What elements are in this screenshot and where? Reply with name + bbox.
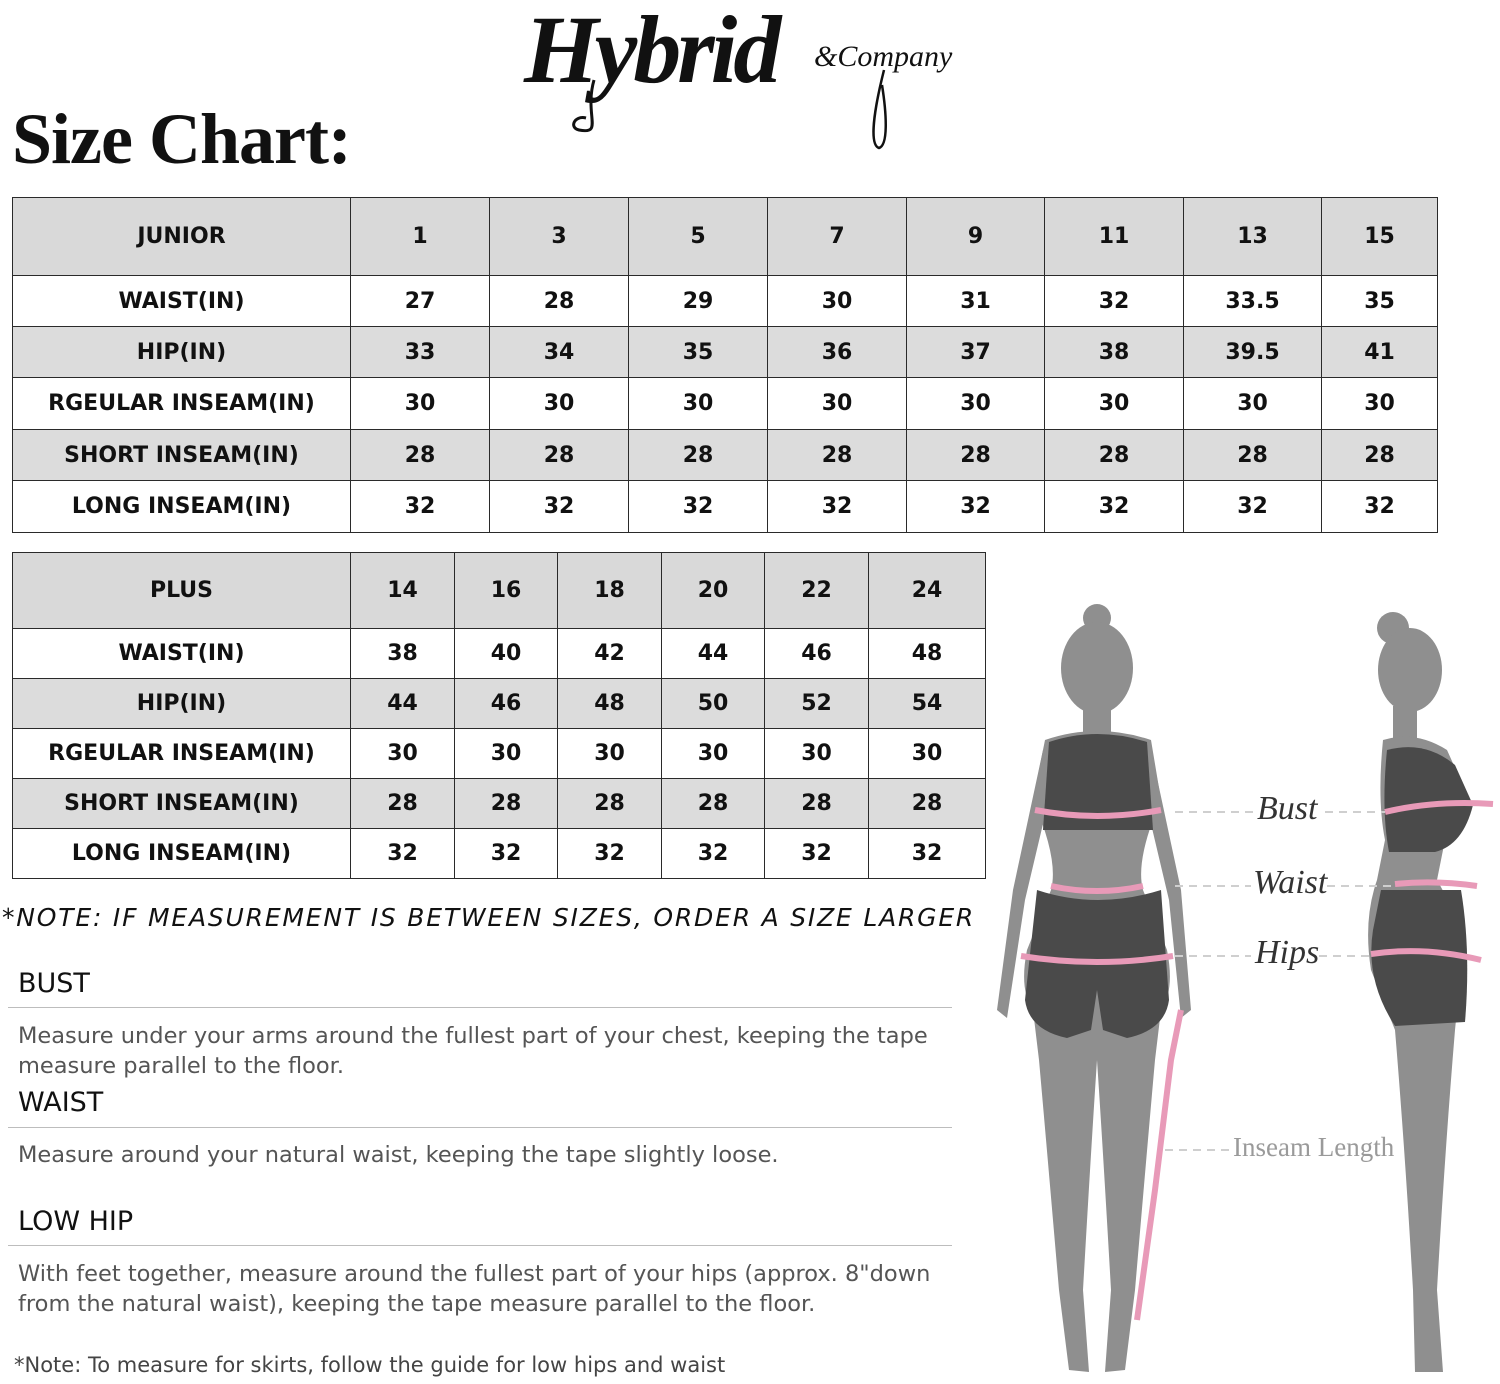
row-label: WAIST(IN) — [13, 276, 351, 327]
table-cell: 28 — [768, 430, 907, 481]
table-cell: 42 — [558, 629, 662, 679]
row-label: HIP(IN) — [13, 327, 351, 378]
divider — [8, 1127, 952, 1128]
label-waist: Waist — [1253, 864, 1328, 901]
table-row — [13, 327, 1438, 378]
table-cell: 35 — [1322, 276, 1438, 327]
table-cell: 37 — [907, 327, 1045, 378]
table-header-cell: 5 — [629, 198, 768, 276]
table-header-cell: 16 — [455, 553, 558, 629]
row-label: SHORT INSEAM(IN) — [13, 779, 351, 829]
table-cell: 30 — [490, 378, 629, 430]
table-cell: 30 — [455, 729, 558, 779]
table-cell: 38 — [351, 629, 455, 679]
table-cell: 32 — [490, 481, 629, 533]
table-cell: 30 — [1322, 378, 1438, 430]
row-label: SHORT INSEAM(IN) — [13, 430, 351, 481]
table-cell: 39.5 — [1184, 327, 1322, 378]
table-header-cell: 1 — [351, 198, 490, 276]
table-cell: 32 — [629, 481, 768, 533]
divider — [8, 1007, 952, 1008]
section-text-waist: Measure around your natural waist, keeping the tape slightly loose. — [18, 1142, 779, 1168]
table-row — [13, 276, 1438, 327]
table-cell: 30 — [558, 729, 662, 779]
section-heading-waist: WAIST — [18, 1087, 104, 1118]
table-cell: 41 — [1322, 327, 1438, 378]
table-header-cell: 18 — [558, 553, 662, 629]
table-row — [13, 829, 986, 879]
sizing-note: *NOTE: IF MEASUREMENT IS BETWEEN SIZES, ORDER A SIZE LARGER — [2, 903, 976, 932]
table-cell: 32 — [1184, 481, 1322, 533]
table-cell: 30 — [907, 378, 1045, 430]
row-label: LONG INSEAM(IN) — [13, 829, 351, 879]
guide-lines — [1165, 812, 1395, 1150]
table-cell: 32 — [662, 829, 765, 879]
brand-sub: &Company — [814, 40, 953, 73]
table-cell: 38 — [1045, 327, 1184, 378]
footnote: *Note: To measure for skirts, follow the guide for low hips and waist — [14, 1353, 726, 1377]
row-label: HIP(IN) — [13, 679, 351, 729]
table-header-cell: PLUS — [13, 553, 351, 629]
table-cell: 28 — [907, 430, 1045, 481]
table-cell: 30 — [351, 378, 490, 430]
table-cell: 30 — [768, 378, 907, 430]
table-cell: 34 — [490, 327, 629, 378]
table-row — [13, 729, 986, 779]
table-cell: 32 — [1045, 481, 1184, 533]
table-header-cell: 24 — [869, 553, 986, 629]
table-cell: 28 — [629, 430, 768, 481]
table-row — [13, 378, 1438, 430]
table-cell: 28 — [869, 779, 986, 829]
table-cell: 54 — [869, 679, 986, 729]
table-cell: 32 — [1045, 276, 1184, 327]
table-cell: 28 — [351, 430, 490, 481]
table-cell: 32 — [351, 481, 490, 533]
label-inseam-length: Inseam Length — [1233, 1132, 1395, 1162]
table-cell: 30 — [765, 729, 869, 779]
section-heading-bust: BUST — [18, 968, 90, 999]
table-header-cell: 22 — [765, 553, 869, 629]
section-text-low-hip: With feet together, measure around the fullest part of your hips (approx. 8"down from the natural waist), keeping the tape measure parallel to the floor. — [18, 1261, 931, 1317]
table-cell: 44 — [351, 679, 455, 729]
table-header-cell: 15 — [1322, 198, 1438, 276]
measurement-figure — [985, 590, 1500, 1384]
table-header-row — [13, 553, 986, 629]
table-row — [13, 679, 986, 729]
table-header-cell: 7 — [768, 198, 907, 276]
table-cell: 48 — [558, 679, 662, 729]
table-cell: 32 — [907, 481, 1045, 533]
page-title: Size Chart: — [12, 99, 351, 179]
table-cell: 28 — [558, 779, 662, 829]
table-cell: 33 — [351, 327, 490, 378]
table-cell: 44 — [662, 629, 765, 679]
row-label: LONG INSEAM(IN) — [13, 481, 351, 533]
table-cell: 28 — [490, 430, 629, 481]
plus-size-table — [12, 552, 986, 879]
table-row — [13, 481, 1438, 533]
table-cell: 50 — [662, 679, 765, 729]
table-cell: 30 — [662, 729, 765, 779]
table-cell: 28 — [765, 779, 869, 829]
table-header-cell: 3 — [490, 198, 629, 276]
row-label: WAIST(IN) — [13, 629, 351, 679]
divider — [8, 1245, 952, 1246]
table-cell: 32 — [455, 829, 558, 879]
table-cell: 46 — [765, 629, 869, 679]
table-row — [13, 430, 1438, 481]
section-text-bust: Measure under your arms around the fullest part of your chest, keeping the tape measure parallel to the floor. — [18, 1023, 928, 1079]
section-heading-low-hip: LOW HIP — [18, 1206, 134, 1237]
table-cell: 30 — [629, 378, 768, 430]
table-cell: 30 — [1045, 378, 1184, 430]
table-cell: 28 — [351, 779, 455, 829]
table-cell: 48 — [869, 629, 986, 679]
table-cell: 28 — [1322, 430, 1438, 481]
table-cell: 30 — [768, 276, 907, 327]
table-cell: 27 — [351, 276, 490, 327]
brand-name: Hybrid — [524, 0, 778, 103]
table-cell: 33.5 — [1184, 276, 1322, 327]
table-cell: 32 — [1322, 481, 1438, 533]
table-cell: 35 — [629, 327, 768, 378]
table-header-cell: 11 — [1045, 198, 1184, 276]
table-cell: 32 — [869, 829, 986, 879]
table-header-row — [13, 198, 1438, 276]
table-cell: 52 — [765, 679, 869, 729]
table-header-cell: 9 — [907, 198, 1045, 276]
table-cell: 36 — [768, 327, 907, 378]
table-row — [13, 779, 986, 829]
table-cell: 32 — [558, 829, 662, 879]
table-header-cell: 20 — [662, 553, 765, 629]
label-hips: Hips — [1255, 934, 1320, 971]
table-cell: 46 — [455, 679, 558, 729]
table-header-cell: 14 — [351, 553, 455, 629]
table-header-cell: JUNIOR — [13, 198, 351, 276]
table-cell: 28 — [662, 779, 765, 829]
brand-logo — [524, 0, 954, 150]
table-cell: 30 — [351, 729, 455, 779]
table-cell: 28 — [455, 779, 558, 829]
table-cell: 40 — [455, 629, 558, 679]
table-cell: 28 — [1184, 430, 1322, 481]
table-cell: 28 — [1045, 430, 1184, 481]
row-label: RGEULAR INSEAM(IN) — [13, 378, 351, 430]
table-cell: 31 — [907, 276, 1045, 327]
table-cell: 29 — [629, 276, 768, 327]
table-row — [13, 629, 986, 679]
label-bust: Bust — [1257, 790, 1318, 827]
junior-size-table — [12, 197, 1438, 533]
table-cell: 30 — [1184, 378, 1322, 430]
table-header-cell: 13 — [1184, 198, 1322, 276]
table-cell: 32 — [351, 829, 455, 879]
table-cell: 32 — [765, 829, 869, 879]
body-silhouettes-graphic — [985, 590, 1500, 1384]
table-cell: 30 — [869, 729, 986, 779]
table-cell: 32 — [768, 481, 907, 533]
row-label: RGEULAR INSEAM(IN) — [13, 729, 351, 779]
table-cell: 28 — [490, 276, 629, 327]
